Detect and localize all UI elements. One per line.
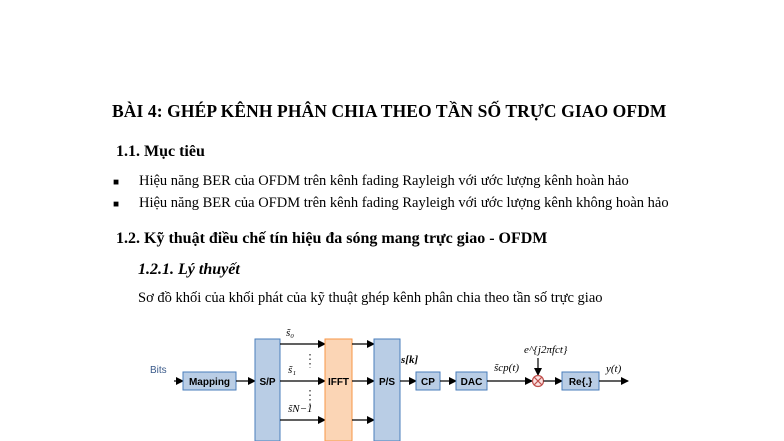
bullet-icon: ■ (113, 199, 120, 210)
ofdm-transmitter-diagram (0, 320, 784, 441)
list-item-text: Hiệu năng BER của OFDM trên kênh fading Rayleigh với ước lượng kênh hoàn hảo (139, 173, 629, 189)
output-label: y(t) (606, 363, 622, 375)
section-heading-objectives: 1.1. Mục tiêu (116, 143, 205, 160)
ifft-label: IFFT (327, 377, 350, 388)
ifft-block (325, 339, 352, 441)
dac-label: DAC (460, 377, 483, 388)
ps-label: P/S (378, 377, 396, 388)
carrier-label: e^{j2πfct} (524, 344, 568, 356)
ps-block (374, 339, 400, 441)
cp-label: CP (421, 377, 435, 388)
bullet-icon: ■ (113, 177, 120, 188)
scp-label: s̃cp(t) (494, 362, 520, 374)
s1-label: s̃₁ (288, 364, 297, 376)
s0-label: s̃₀ (286, 327, 295, 339)
section-heading-ofdm: 1.2. Kỹ thuật điều chế tín hiệu đa sóng mang trực giao - OFDM (116, 230, 548, 247)
sp-block (255, 339, 280, 441)
sp-label: S/P (259, 377, 276, 388)
paragraph-text: Sơ đồ khối của khối phát của kỹ thuật ghép kênh phân chia theo tần số trực giao (138, 290, 603, 306)
sn-label: s̃N−1 (288, 403, 313, 415)
list-item-text: Hiệu năng BER của OFDM trên kênh fading Rayleigh với ước lượng kênh không hoàn hảo (139, 195, 669, 211)
sk-label: s[k] (401, 354, 419, 366)
subsection-heading-theory: 1.2.1. Lý thuyết (138, 261, 240, 278)
real-part-label: Re{.} (568, 377, 593, 388)
mapping-label: Mapping (188, 377, 231, 388)
page-title: BÀI 4: GHÉP KÊNH PHÂN CHIA THEO TẦN SỐ TRỰC GIAO OFDM (112, 101, 667, 121)
bits-label: Bits (150, 365, 167, 376)
